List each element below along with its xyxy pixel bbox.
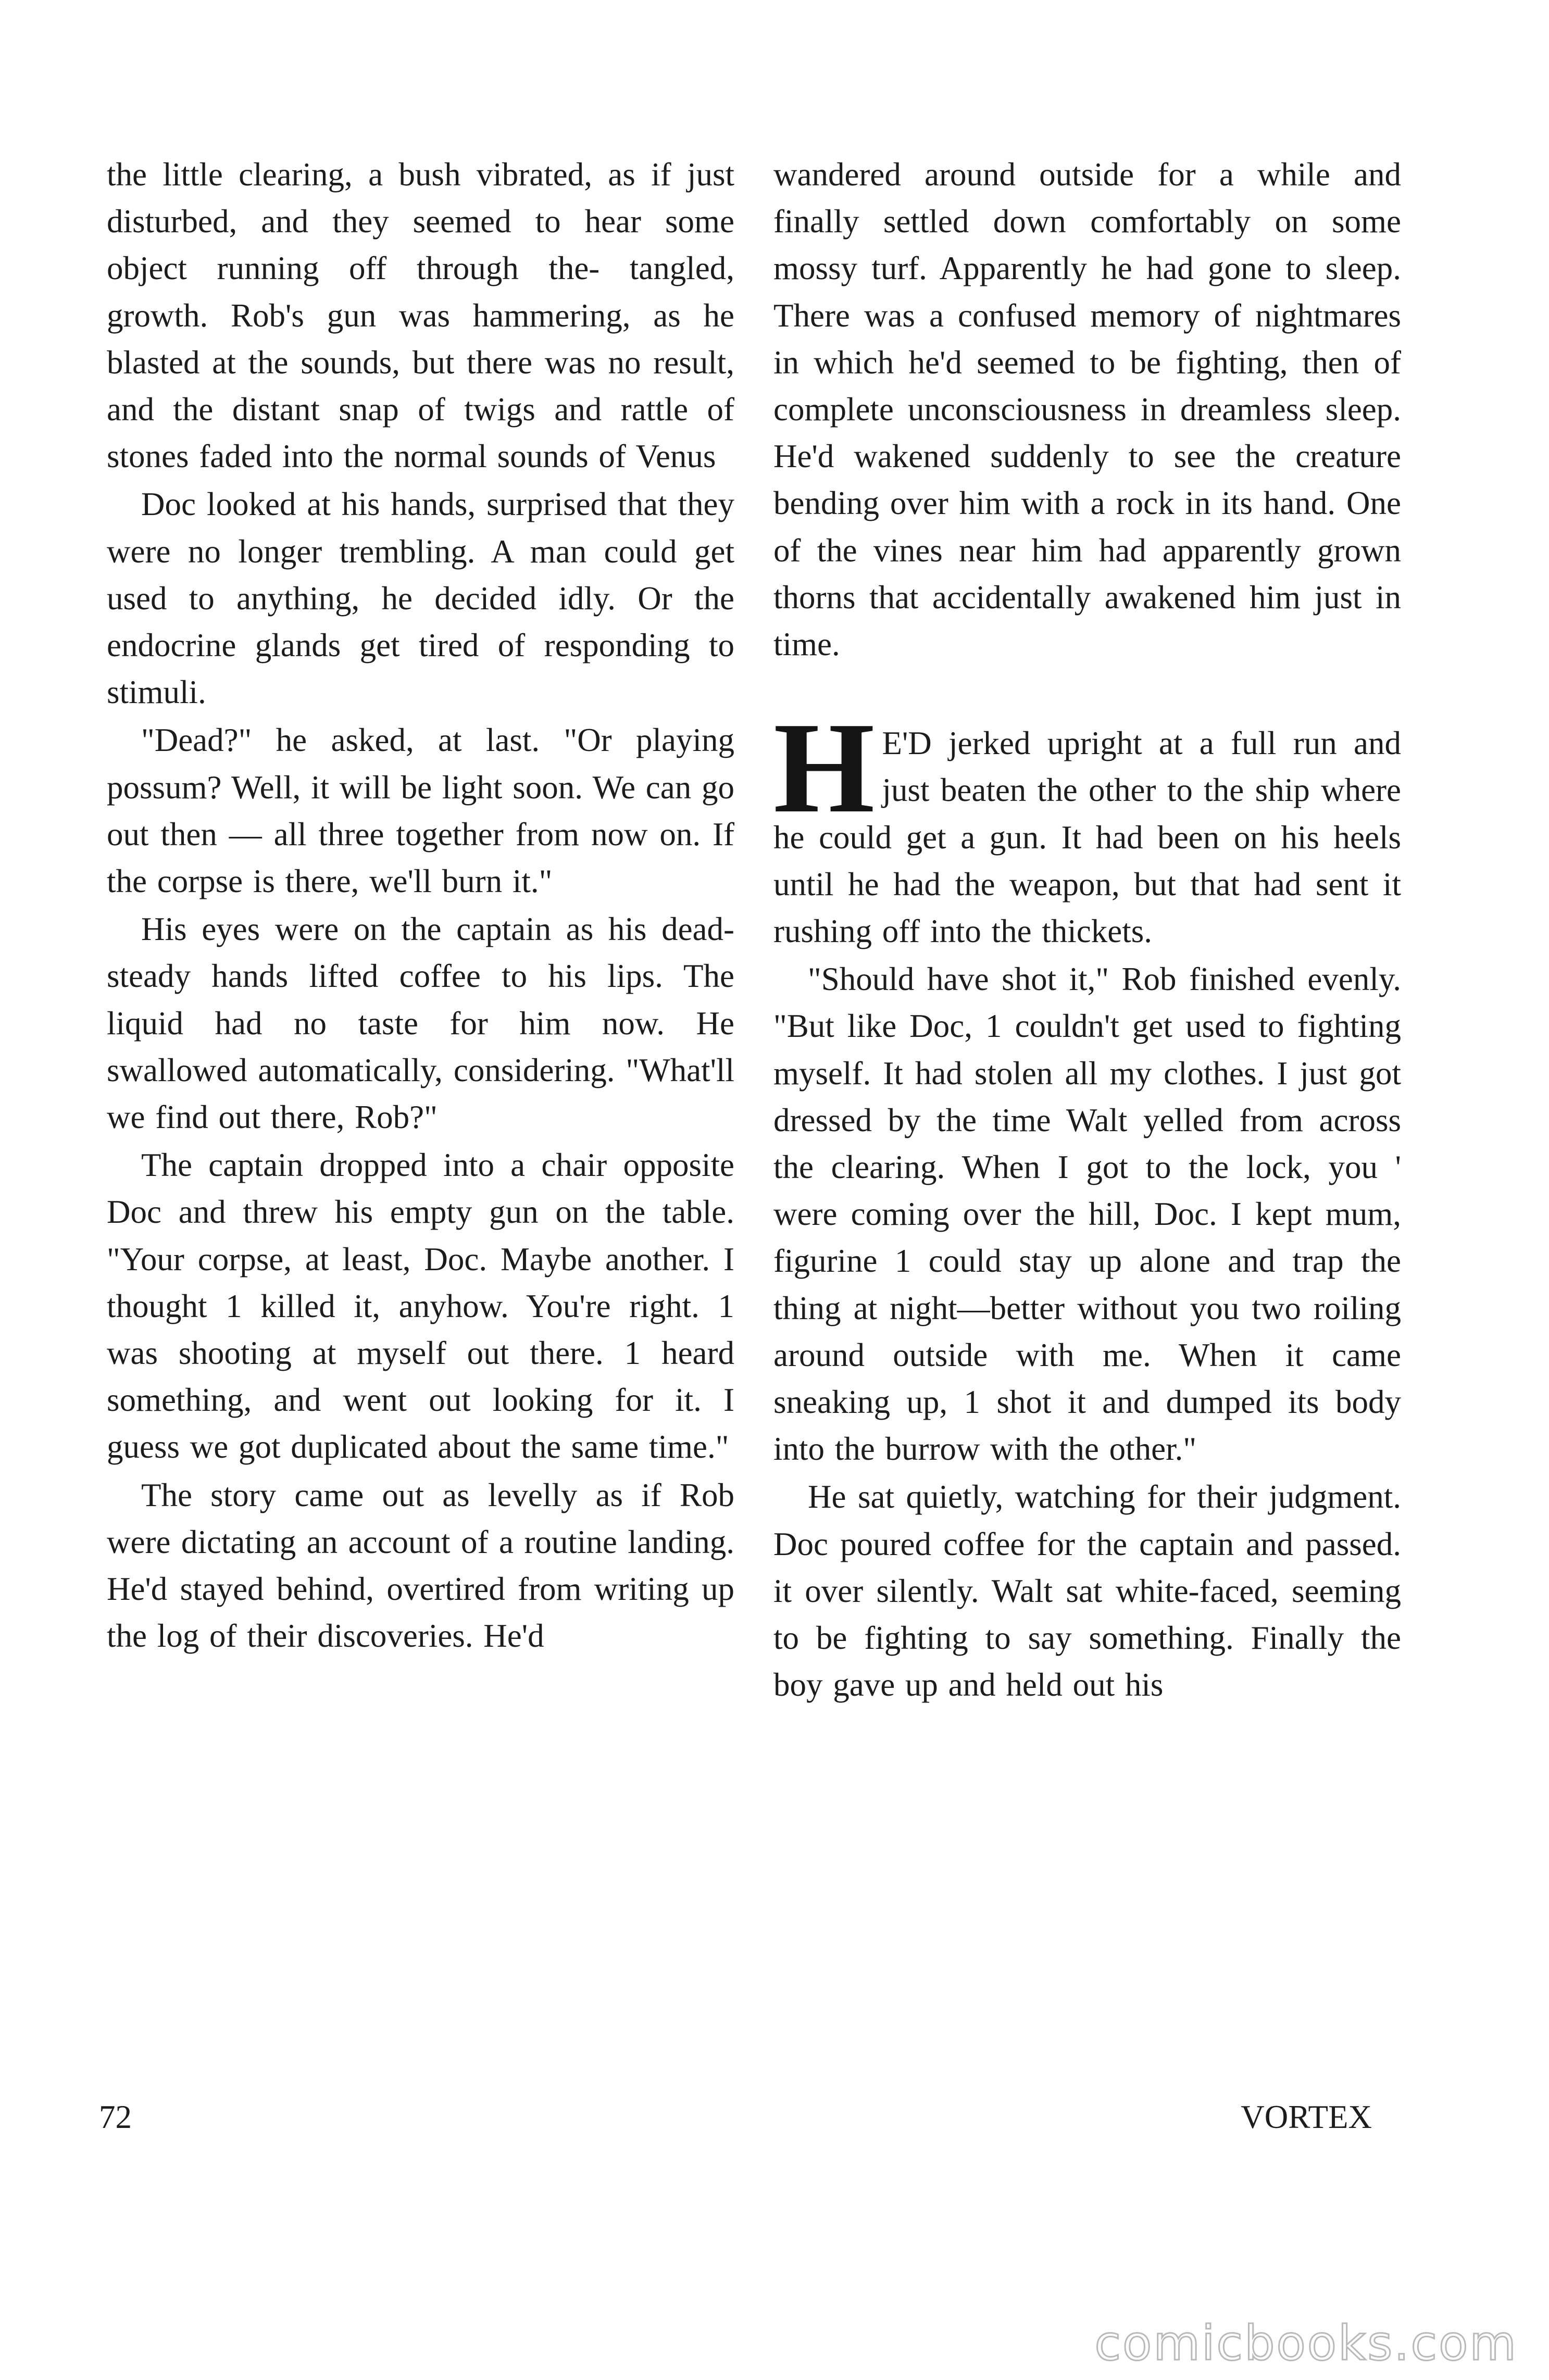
paragraph: He sat quietly, watching for their judgment. Doc poured coffee for the captain and passed. it over silently. Walt sat white-faced, seeming to be fighting to say something. Finally the boy gave up and held out his — [773, 1479, 1401, 1703]
dropcap-paragraph-text: E'D jerked upright at a full run and just beaten the other to the ship where he could get a gun. It had been on his heels until he had the weapon, but that had sent it rushing off into the thickets. — [773, 725, 1401, 950]
right-column — [773, 151, 1401, 1709]
page-number: 72 — [99, 2099, 132, 2135]
paragraph: His eyes were on the captain as his dead-steady hands lifted coffee to his lips. The liquid had no taste for him now. He swallowed automatically, considering. "What'll we find out there, Rob?" — [107, 911, 734, 1136]
watermark-logo: comicbooks.com — [1094, 2315, 1518, 2371]
paragraph: the little clearing, a bush vibrated, as if just disturbed, and they seemed to hear some object running off through the- tangled, growth. Rob's gun was hammering, as he blasted at the sounds, but there was no result, and the distant snap of twigs and rattle of stones faded into the normal sounds of Venus — [107, 156, 734, 475]
drop-cap-letter: H — [773, 696, 875, 841]
paragraph: "Should have shot it," Rob finished evenly. "But like Doc, 1 couldn't get used to fighting myself. It had stolen all my clothes. I just got dressed by the time Walt yelled from across the clearing. When I got to the lock, you ' were coming over the hill, Doc. I kept mum, figurine 1 could stay up alone and trap the thing at night—better without you two roiling around outside with me. When it came sneaking up, 1 shot it and dumped its body into the burrow with the other." — [773, 961, 1401, 1468]
paragraph: The story came out as levelly as if Rob were dictating an account of a routine landing. He'd stayed behind, overtired from writing up the log of their discoveries. He'd — [107, 1476, 734, 1655]
paragraph: wandered around outside for a while and finally settled down comfortably on some mossy turf. Apparently he had gone to sleep. There was a confused memory of nightmares in which he'd seemed to be fighting, then of complete unconsciousness in dreamless sleep. He'd wakened suddenly to see the creature bending over him with a rock in its hand. One of the vines near him had apparently grown thorns that accidentally awakened him just in time. — [773, 156, 1401, 663]
dropcap-paragraph — [773, 696, 1401, 955]
left-column — [107, 151, 734, 1660]
paragraph: "Dead?" he asked, at last. "Or playing possum? Well, it will be light soon. We can go out then — all three together from now on. If the corpse is there, we'll burn it." — [107, 722, 734, 900]
magazine-name: VORTEX — [1241, 2099, 1372, 2135]
paragraph: Doc looked at his hands, surprised that they were no longer trembling. A man could get used to anything, he decided idly. Or the endocrine glands get tired of responding to stimuli. — [107, 486, 734, 711]
paragraph: The captain dropped into a chair opposite Doc and threw his empty gun on the table. "Your corpse, at least, Doc. Maybe another. I thought 1 killed it, anyhow. You're right. 1 was shooting at myself out there. 1 heard something, and went out looking for it. I guess we got duplicated about the same time." — [107, 1147, 734, 1465]
